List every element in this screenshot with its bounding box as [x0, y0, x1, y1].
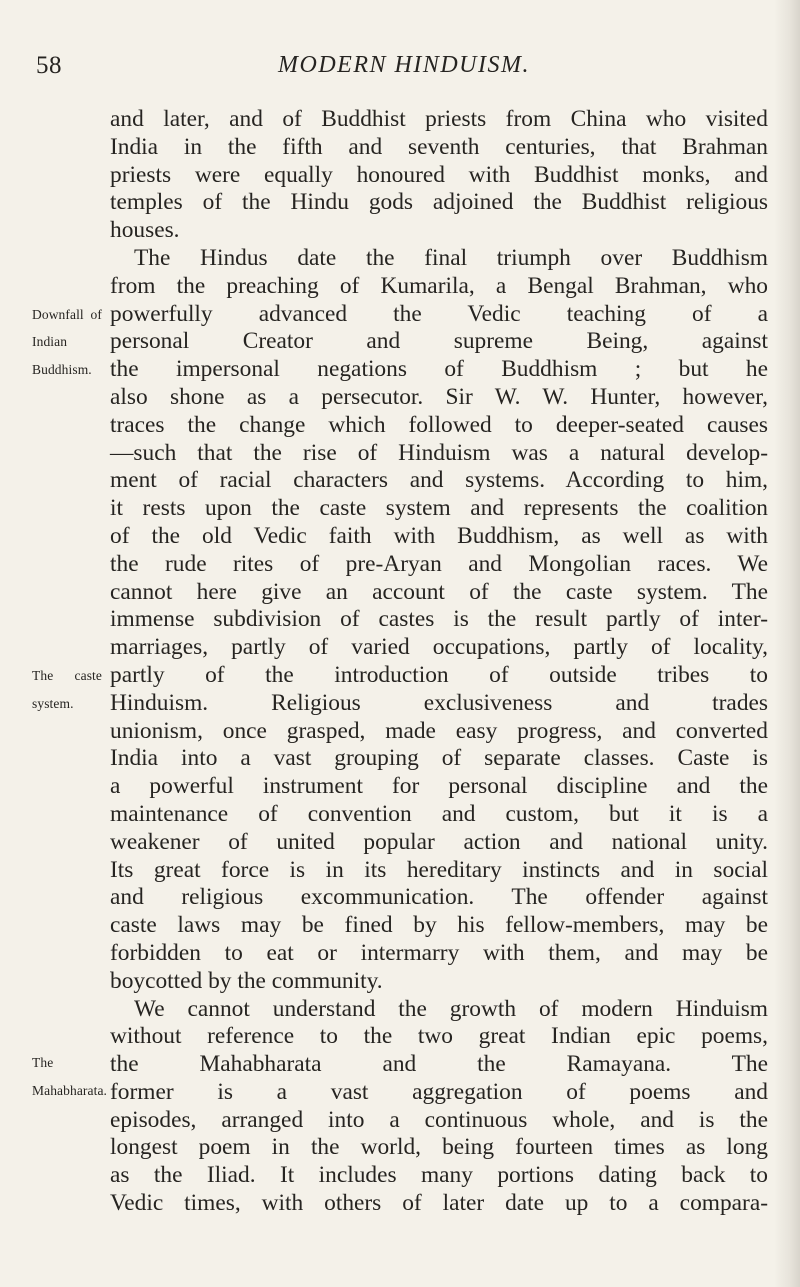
page-header — [36, 52, 772, 92]
text-line: the impersonal negations of Buddhism ; but he — [110, 356, 768, 383]
text-line: traces the change which followed to deeper-seated causes — [110, 411, 768, 438]
text-line: unionism, once grasped, made easy progress, and converted — [110, 717, 768, 744]
text-line: without reference to the two great Indian epic poems, — [110, 1023, 768, 1050]
text-line: weakener of united popular action and national unity. — [110, 828, 768, 855]
text-line: former is a vast aggregation of poems and — [110, 1078, 768, 1105]
text-line: episodes, arranged into a continuous whole, and is the — [110, 1106, 768, 1133]
text-line: immense subdivision of castes is the result partly of inter- — [110, 606, 768, 633]
text-line-with-note — [32, 1051, 768, 1079]
text-line: marriages, partly of varied occupations, partly of locality, — [110, 634, 768, 661]
page-number: 58 — [36, 52, 62, 79]
text-line: and religious excommunication. The offender against — [110, 884, 768, 911]
text-line: Its great force is in its hereditary instincts and in social — [110, 856, 768, 883]
text-line: forbidden to eat or intermarry with them, and may be — [110, 939, 768, 966]
text-line: partly of the introduction of outside tribes to — [110, 661, 768, 688]
text-line: —such that the rise of Hinduism was a natural develop- — [110, 439, 768, 466]
text-line-with-note — [32, 300, 768, 329]
text-line: Hinduism. Religious exclusiveness and trades — [110, 689, 768, 716]
margin-note-mahabharata: Mahabharata. — [32, 1082, 108, 1098]
text-line: as the Iliad. It includes many portions dating back to — [110, 1162, 768, 1189]
text-line: of the old Vedic faith with Buddhism, as well as with — [110, 522, 768, 549]
body-text — [32, 106, 768, 1218]
text-line: boycotted by the community. — [110, 967, 383, 994]
text-line-with-note — [32, 328, 768, 356]
text-line: a powerful instrument for personal discipline and the — [110, 773, 768, 800]
text-line: the rude rites of pre-Aryan and Mongolian races. We — [110, 550, 768, 577]
text-line: longest poem in the world, being fourteen times as long — [110, 1134, 768, 1161]
margin-note-indian: Indian — [32, 334, 68, 350]
text-line: caste laws may be fined by his fellow-members, may be — [110, 912, 768, 939]
text-line: also shone as a persecutor. Sir W. W. Hunter, however, — [110, 383, 768, 410]
text-line: the Mahabharata and the Ramayana. The — [110, 1051, 768, 1078]
text-line: personal Creator and supreme Being, against — [110, 328, 768, 355]
text-line: We cannot understand the growth of modern Hinduism — [134, 995, 768, 1022]
margin-note-the: The — [32, 1055, 54, 1071]
text-line: and later, and of Buddhist priests from China who visited — [110, 106, 768, 132]
margin-note-system: system. — [32, 695, 74, 711]
text-line: Vedic times, with others of later date up to a compara- — [110, 1190, 768, 1217]
text-line: cannot here give an account of the caste system. The — [110, 578, 768, 605]
text-line: from the preaching of Kumarila, a Bengal Brahman, who — [110, 272, 768, 299]
text-line: India into a vast grouping of separate classes. Caste is — [110, 745, 768, 772]
text-line-with-note — [32, 689, 768, 718]
margin-note-caste: The caste — [32, 667, 102, 683]
text-line-with-note — [32, 661, 768, 690]
text-line: powerfully advanced the Vedic teaching of a — [110, 300, 768, 327]
text-line-with-note — [32, 1078, 768, 1107]
text-line-with-note — [32, 356, 768, 384]
text-line: temples of the Hindu gods adjoined the Buddhist religious — [110, 189, 768, 216]
text-line: it rests upon the caste system and represents the coalition — [110, 495, 768, 522]
page-edge-shadow — [774, 0, 800, 1287]
margin-note-buddhism: Buddhism. — [32, 362, 92, 378]
text-line: houses. — [110, 217, 180, 244]
text-line: ment of racial characters and systems. According to him, — [110, 467, 768, 494]
text-line: priests were equally honoured with Buddhist monks, and — [110, 161, 768, 188]
text-line: The Hindus date the final triumph over Buddhism — [134, 244, 768, 271]
text-line: India in the fifth and seventh centuries, that Brahman — [110, 133, 768, 160]
margin-note-downfall: Downfall of — [32, 306, 102, 322]
running-head: MODERN HINDUISM. — [278, 52, 530, 78]
text-line: maintenance of convention and custom, but it is a — [110, 800, 768, 827]
